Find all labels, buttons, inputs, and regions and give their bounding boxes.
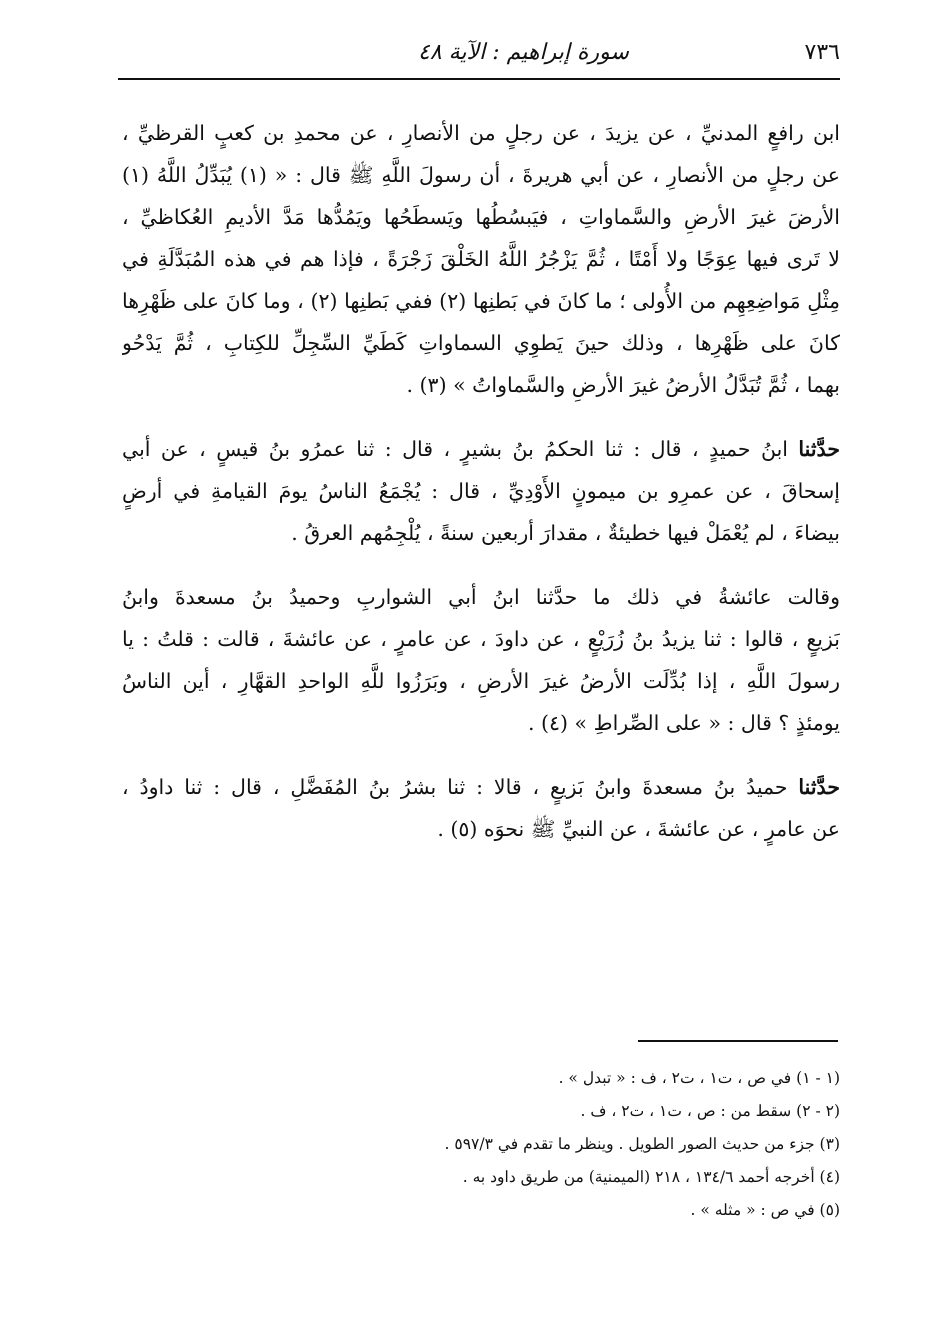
footnotes bbox=[122, 1062, 840, 1227]
header-rule bbox=[118, 78, 840, 80]
text-line: مِثْلِ مَواضِعِهِم من الأُولى ؛ ما كانَ في بَطنِها (٢) ففي بَطنِها (٢) ، وما كانَ على ظَهْرِها bbox=[122, 289, 840, 313]
page-number: ٧٣٦ bbox=[804, 39, 840, 65]
paragraph-4 bbox=[122, 766, 840, 850]
narration-lead: حدَّثنا bbox=[798, 775, 840, 799]
page-header bbox=[118, 30, 840, 74]
text-line: عن عامرٍ ، عن عائشةَ ، عن النبيِّ ﷺ نحوَه (٥) . bbox=[437, 817, 840, 841]
text-line: لا تَرى فيها عِوَجًا ولا أَمْتًا ، ثُمَّ يَزْجُرُ اللَّهُ الخَلْقَ زَجْرَةً ، فإذا هم في هذه المُبَدَّلَةِ في bbox=[122, 247, 840, 271]
footnote: (٥) في ص : « مثله » . bbox=[690, 1201, 840, 1219]
text-line: حدَّثنا حميدُ بنُ مسعدةَ وابنُ بَزيعٍ ، قالا : ثنا بشرُ بنُ المُفَضَّلِ ، قال : ثنا داودُ ، bbox=[122, 775, 840, 799]
footnote: (٢ - ٢) سقط من : ص ، ت١ ، ت٢ ، ف . bbox=[580, 1102, 840, 1120]
text-line: إسحاقَ ، عن عمرِو بن ميمونٍ الأَوْدِيِّ ، قال : يُجْمَعُ الناسُ يومَ القيامةِ في أرضٍ bbox=[122, 479, 840, 503]
running-title: سورة إبراهيم : الآية ٤٨ bbox=[418, 39, 629, 65]
paragraph-2 bbox=[122, 428, 840, 554]
paragraph-1 bbox=[122, 112, 840, 406]
main-text bbox=[122, 112, 840, 872]
text-line: عن رجلٍ من الأنصارِ ، عن أبي هريرةَ ، أن رسولَ اللَّهِ ﷺ قال : « (١) يُبَدِّلُ اللَّهُ (١) bbox=[122, 163, 840, 187]
footnote: (٤) أخرجه أحمد ١٣٤/٦ ، ٢١٨ (الميمنية) من طريق داود به . bbox=[462, 1168, 840, 1186]
paragraph-3 bbox=[122, 576, 840, 744]
footnote-separator bbox=[638, 1040, 838, 1042]
text-line: وقالت عائشةُ في ذلك ما حدَّثنا ابنُ أبي الشواربِ وحميدُ بنُ مسعدةَ وابنُ bbox=[122, 585, 840, 609]
text-line: بهما ، ثُمَّ تُبَدَّلُ الأرضُ غيرَ الأرضِ والسَّماواتُ » (٣) . bbox=[406, 373, 840, 397]
text-line: حدَّثنا ابنُ حميدٍ ، قال : ثنا الحكمُ بنُ بشيرٍ ، قال : ثنا عمرُو بنُ قيسٍ ، عن أبي bbox=[122, 437, 840, 461]
narration-lead: حدَّثنا bbox=[798, 437, 840, 461]
footnote: (٣) جزء من حديث الصور الطويل . وينظر ما تقدم في ٥٩٧/٣ . bbox=[444, 1135, 840, 1153]
text-line: بَزيعٍ ، قالوا : ثنا يزيدُ بنُ زُرَيْعٍ ، عن داودَ ، عن عامرٍ ، عن عائشةَ ، قالت : قلتُ : يا bbox=[122, 627, 840, 651]
text-line: بيضاءَ ، لم يُعْمَلْ فيها خطيئةٌ ، مقدارَ أربعين سنةً ، يُلْجِمُهم العرقُ . bbox=[291, 521, 840, 545]
text-line: ابن رافعٍ المدنيِّ ، عن يزيدَ ، عن رجلٍ من الأنصارِ ، عن محمدِ بن كعبٍ القرظيِّ ، bbox=[122, 121, 840, 145]
footnote: (١ - ١) في ص ، ت١ ، ت٢ ، ف : « تبدل » . bbox=[558, 1069, 840, 1087]
text-line: يومئذٍ ؟ قال : « على الصِّراطِ » (٤) . bbox=[528, 711, 840, 735]
text-line: كانَ على ظَهْرِها ، وذلك حينَ يَطوِي السماواتِ كَطَيِّ السِّجِلِّ للكِتابِ ، ثُمَّ يَدْحُو bbox=[122, 331, 840, 355]
text-line: رسولَ اللَّهِ ، إذا بُدِّلَت الأرضُ غيرَ الأرضِ ، وبَرَزُوا للَّهِ الواحدِ القهَّارِ ، أين الناسُ bbox=[122, 669, 840, 693]
text-line: الأرضَ غيرَ الأرضِ والسَّماواتِ ، فيَبسُطُها ويَسطَحُها ويَمُدُّها مَدَّ الأديمِ العُكاظيِّ ، bbox=[122, 205, 840, 229]
